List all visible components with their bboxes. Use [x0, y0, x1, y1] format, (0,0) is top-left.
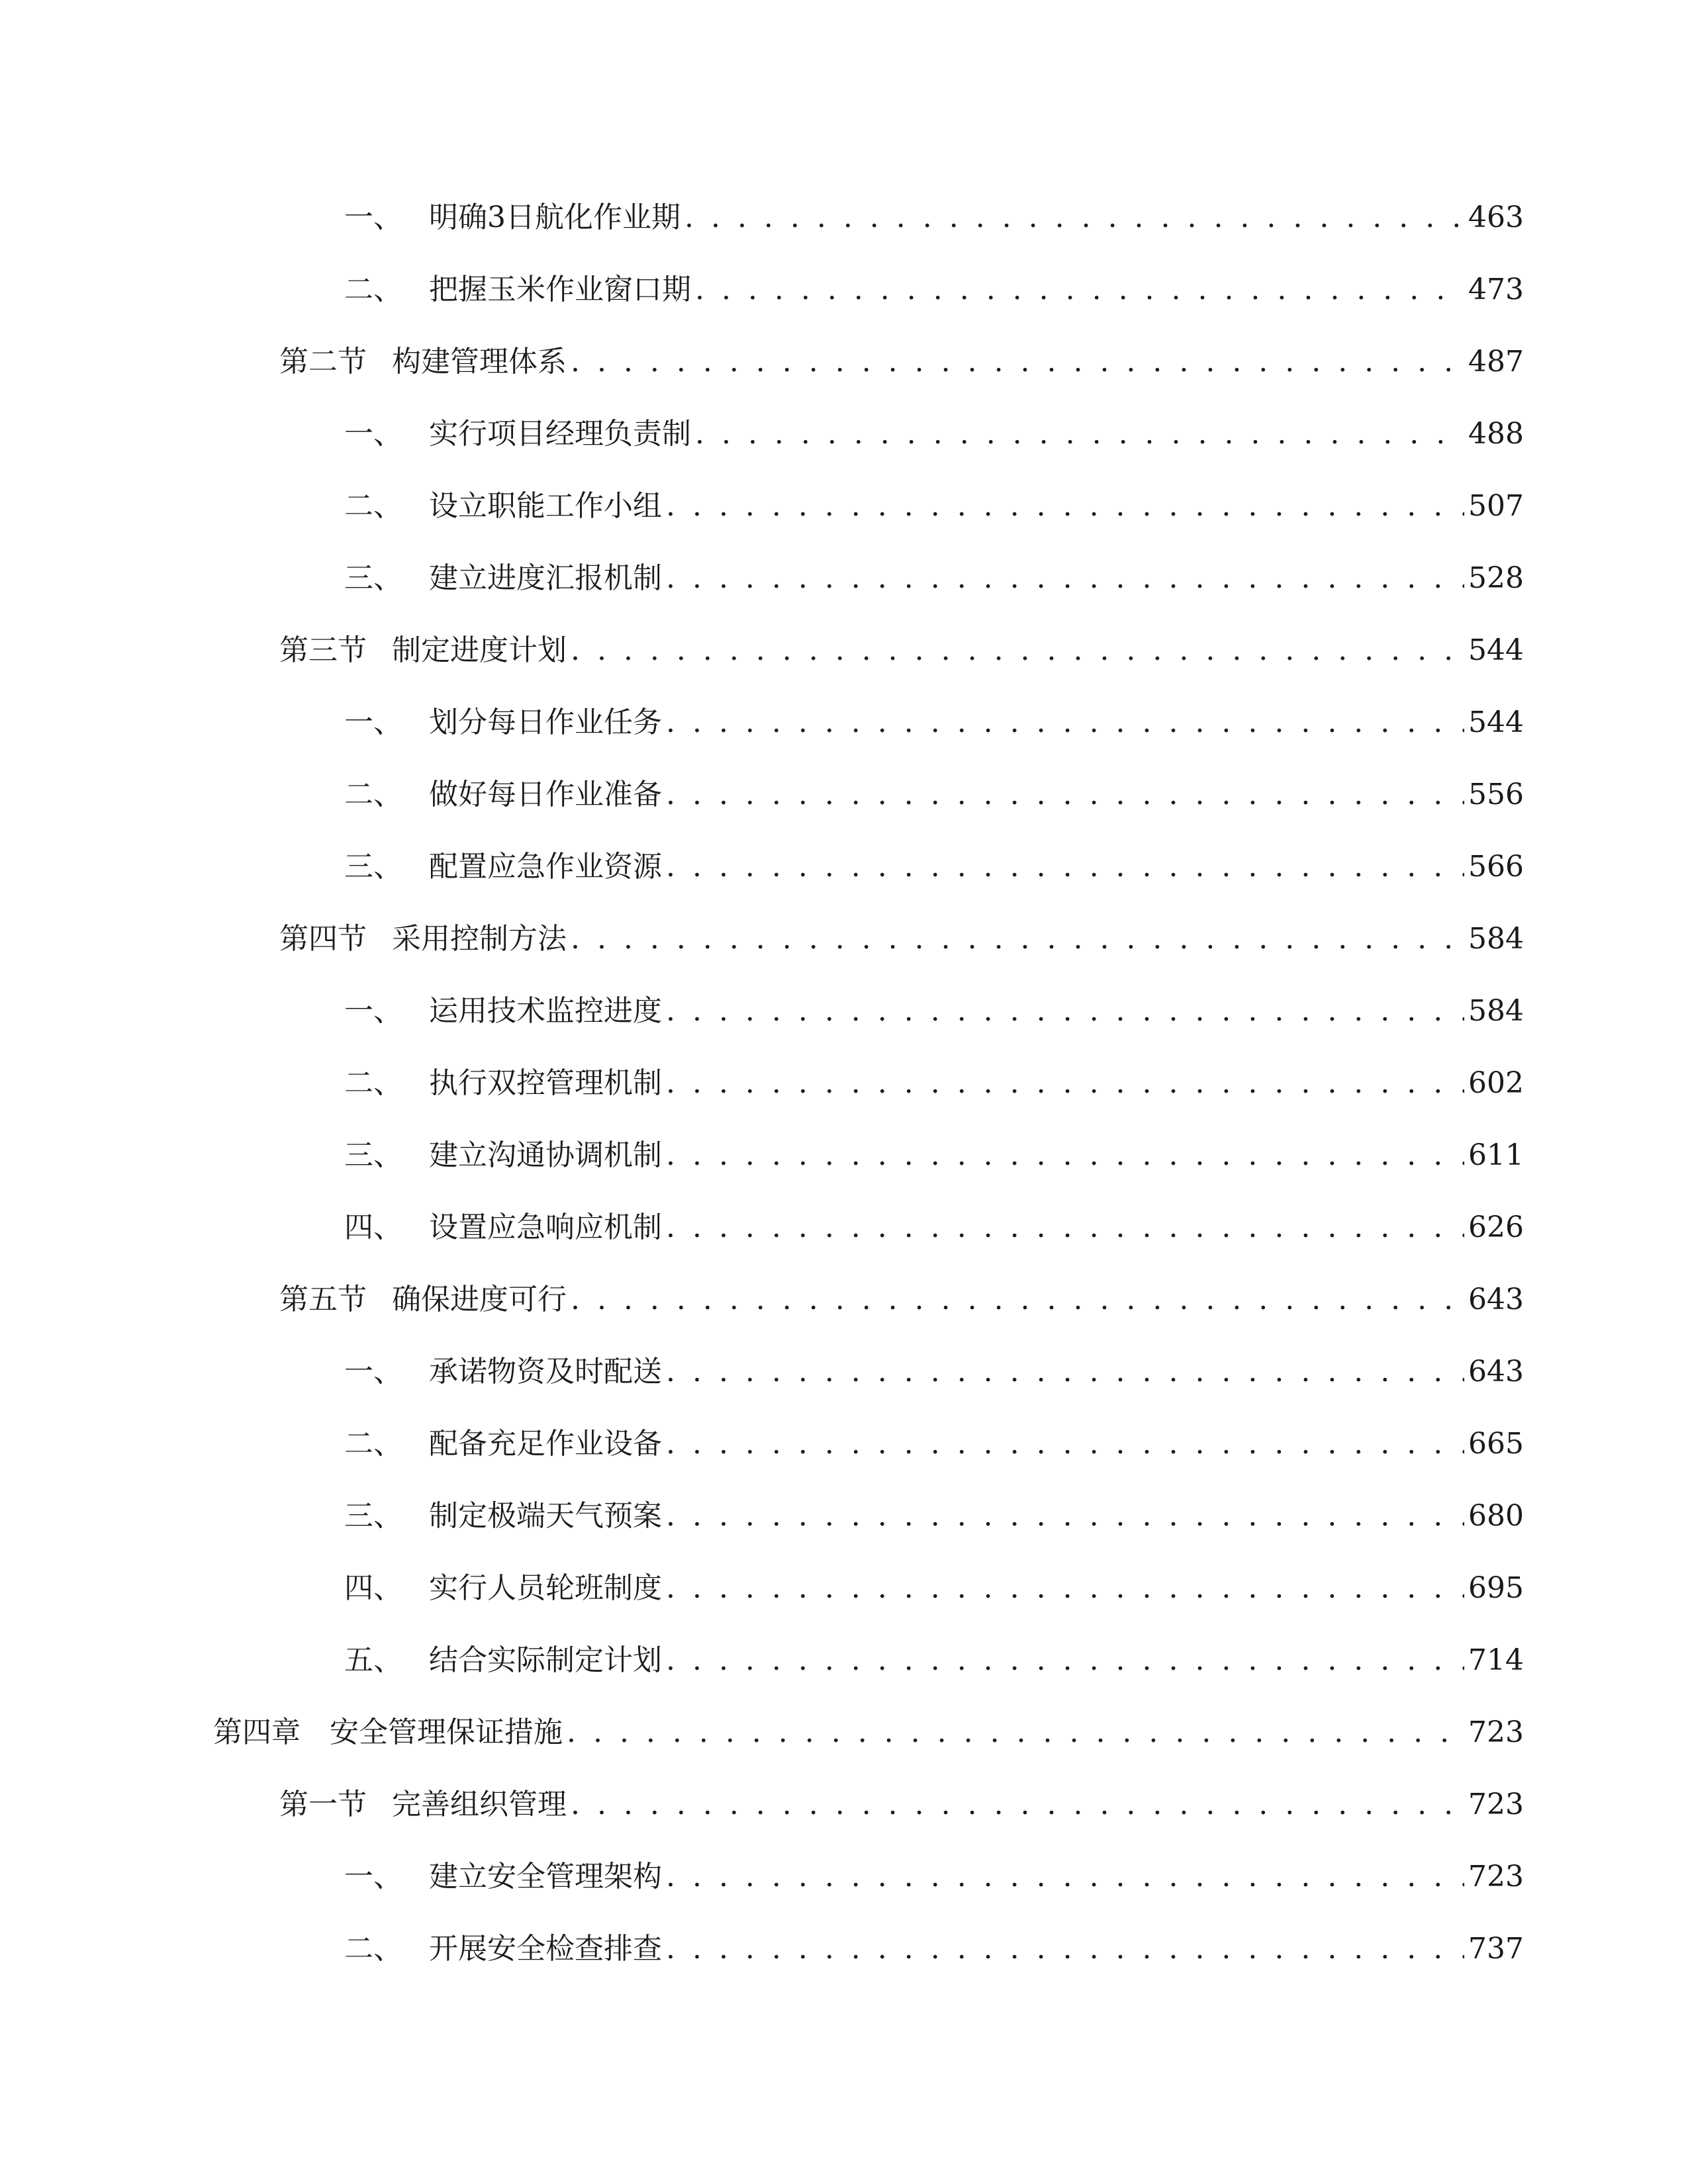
- dot-leader: [666, 1928, 1464, 1970]
- toc-entry-title: 制定极端天气预案: [429, 1499, 662, 1533]
- toc-entry-number: 四、: [344, 1571, 402, 1605]
- dot-leader: [666, 1062, 1464, 1105]
- dot-leader: [666, 1856, 1464, 1898]
- toc-entry-page: 488: [1468, 417, 1524, 451]
- toc-entry-number: 二、: [344, 1066, 402, 1100]
- toc-entry-title: 建立安全管理架构: [429, 1860, 662, 1893]
- toc-entry[interactable]: [344, 1423, 1524, 1465]
- toc-entry[interactable]: [279, 341, 1524, 383]
- toc-entry[interactable]: [279, 1784, 1524, 1826]
- toc-entry-title: 开展安全检查排查: [429, 1932, 662, 1966]
- dot-leader: [666, 1206, 1464, 1249]
- dot-leader: [666, 702, 1464, 744]
- dot-leader: [666, 1495, 1464, 1537]
- toc-entry-page: 611: [1468, 1138, 1524, 1172]
- toc-entry-page: 602: [1468, 1066, 1524, 1100]
- toc-entry-number: 第四节: [279, 922, 367, 956]
- toc-entry-page: 737: [1468, 1932, 1524, 1966]
- dot-leader: [666, 774, 1464, 816]
- toc-entry-number: 三、: [344, 1138, 402, 1172]
- toc-entry-page: 487: [1468, 345, 1524, 379]
- toc-entry[interactable]: [344, 1062, 1524, 1105]
- toc-entry-title: 制定进度计划: [392, 633, 567, 667]
- toc-entry-page: 463: [1468, 201, 1524, 234]
- toc-entry-number: 二、: [344, 489, 402, 523]
- dot-leader: [571, 1279, 1464, 1321]
- toc-entry-number: 一、: [344, 1355, 402, 1388]
- toc-entry-page: 566: [1468, 850, 1524, 884]
- toc-entry-page: 723: [1468, 1715, 1524, 1749]
- toc-entry-page: 473: [1468, 273, 1524, 306]
- toc-entry-page: 714: [1468, 1643, 1524, 1677]
- toc-entry[interactable]: [344, 1134, 1524, 1177]
- dot-leader: [666, 1639, 1464, 1682]
- toc-entry[interactable]: [344, 702, 1524, 744]
- toc-entry-page: 584: [1468, 922, 1524, 956]
- toc-entry-page: 507: [1468, 489, 1524, 523]
- toc-entry-number: 三、: [344, 1499, 402, 1533]
- dot-leader: [666, 1351, 1464, 1393]
- toc-entry-number: 二、: [344, 1932, 402, 1966]
- toc-entry-number: 二、: [344, 1427, 402, 1461]
- toc-entry-title: 把握玉米作业窗口期: [429, 273, 691, 306]
- toc-entry-page: 695: [1468, 1571, 1524, 1605]
- dot-leader: [571, 1784, 1464, 1826]
- toc-entry-number: 四、: [344, 1210, 402, 1244]
- toc-entry-number: 第三节: [279, 633, 367, 667]
- toc-entry-page: 665: [1468, 1427, 1524, 1461]
- toc-entry-title: 安全管理保证措施: [330, 1715, 563, 1749]
- toc-entry-number: 第一节: [279, 1788, 367, 1821]
- toc-entry-page: 643: [1468, 1283, 1524, 1316]
- dot-leader: [666, 1423, 1464, 1465]
- toc-entry[interactable]: [344, 774, 1524, 816]
- dot-leader: [571, 629, 1464, 672]
- toc-entry-number: 第四章: [213, 1715, 301, 1749]
- toc-entry-title: 确保进度可行: [392, 1283, 567, 1316]
- toc-entry[interactable]: [344, 557, 1524, 600]
- toc-entry[interactable]: [344, 1639, 1524, 1682]
- toc-entry-number: 五、: [344, 1643, 402, 1677]
- toc-entry[interactable]: [344, 485, 1524, 527]
- toc-entry-page: 556: [1468, 778, 1524, 811]
- toc-entry-page: 643: [1468, 1355, 1524, 1388]
- toc-entry[interactable]: [344, 1856, 1524, 1898]
- toc-entry-title: 明确3日航化作业期: [429, 201, 680, 234]
- toc-entry[interactable]: [344, 846, 1524, 888]
- toc-entry-number: 三、: [344, 850, 402, 884]
- toc-entry-page: 626: [1468, 1210, 1524, 1244]
- dot-leader: [695, 413, 1464, 455]
- toc-entry-title: 实行项目经理负责制: [429, 417, 691, 451]
- toc-entry[interactable]: [279, 918, 1524, 960]
- toc-entry-title: 结合实际制定计划: [429, 1643, 662, 1677]
- toc-entry[interactable]: [344, 197, 1524, 239]
- toc-entry[interactable]: [344, 413, 1524, 455]
- toc-entry-number: 一、: [344, 994, 402, 1028]
- toc-entry-number: 二、: [344, 273, 402, 306]
- toc-entry[interactable]: [344, 269, 1524, 311]
- toc-entry-title: 采用控制方法: [392, 922, 567, 956]
- toc-entry[interactable]: [213, 1711, 1524, 1754]
- toc-entry-number: 三、: [344, 561, 402, 595]
- toc-entry-page: 723: [1468, 1788, 1524, 1821]
- toc-entry-number: 一、: [344, 1860, 402, 1893]
- toc-entry[interactable]: [279, 1279, 1524, 1321]
- toc-entry-number: 第五节: [279, 1283, 367, 1316]
- dot-leader: [666, 1134, 1464, 1177]
- toc-entry-number: 一、: [344, 705, 402, 739]
- toc-entry-number: 二、: [344, 778, 402, 811]
- toc-entry-title: 承诺物资及时配送: [429, 1355, 662, 1388]
- dot-leader: [695, 269, 1464, 311]
- toc-entry[interactable]: [344, 990, 1524, 1032]
- toc-entry[interactable]: [279, 629, 1524, 672]
- toc-entry-page: 544: [1468, 705, 1524, 739]
- toc-entry-title: 做好每日作业准备: [429, 778, 662, 811]
- toc-entry[interactable]: [344, 1928, 1524, 1970]
- toc-entry-number: 一、: [344, 201, 402, 234]
- toc-entry[interactable]: [344, 1351, 1524, 1393]
- toc-entry[interactable]: [344, 1567, 1524, 1610]
- toc-entry-title: 设立职能工作小组: [429, 489, 662, 523]
- dot-leader: [666, 1567, 1464, 1610]
- toc-entry-title: 划分每日作业任务: [429, 705, 662, 739]
- toc-entry-title: 设置应急响应机制: [429, 1210, 662, 1244]
- toc-entry-title: 建立进度汇报机制: [429, 561, 662, 595]
- toc-entry-title: 配置应急作业资源: [429, 850, 662, 884]
- toc-entry-number: 一、: [344, 417, 402, 451]
- toc-entry[interactable]: [344, 1495, 1524, 1537]
- dot-leader: [567, 1711, 1464, 1754]
- toc-entry-title: 建立沟通协调机制: [429, 1138, 662, 1172]
- toc-entry-page: 723: [1468, 1860, 1524, 1893]
- dot-leader: [684, 197, 1464, 239]
- toc-entry-page: 544: [1468, 633, 1524, 667]
- toc-entry-page: 584: [1468, 994, 1524, 1028]
- toc-entry-title: 完善组织管理: [392, 1788, 567, 1821]
- toc-entry-page: 680: [1468, 1499, 1524, 1533]
- dot-leader: [666, 846, 1464, 888]
- toc-entry-title: 实行人员轮班制度: [429, 1571, 662, 1605]
- dot-leader: [666, 485, 1464, 527]
- dot-leader: [571, 918, 1464, 960]
- dot-leader: [571, 341, 1464, 383]
- toc-entry-title: 运用技术监控进度: [429, 994, 662, 1028]
- toc-entry-page: 528: [1468, 561, 1524, 595]
- toc-entry-number: 第二节: [279, 345, 367, 379]
- dot-leader: [666, 557, 1464, 600]
- toc-entry-title: 执行双控管理机制: [429, 1066, 662, 1100]
- toc-entry-title: 构建管理体系: [392, 345, 567, 379]
- toc-entry[interactable]: [344, 1206, 1524, 1249]
- dot-leader: [666, 990, 1464, 1032]
- toc-entry-title: 配备充足作业设备: [429, 1427, 662, 1461]
